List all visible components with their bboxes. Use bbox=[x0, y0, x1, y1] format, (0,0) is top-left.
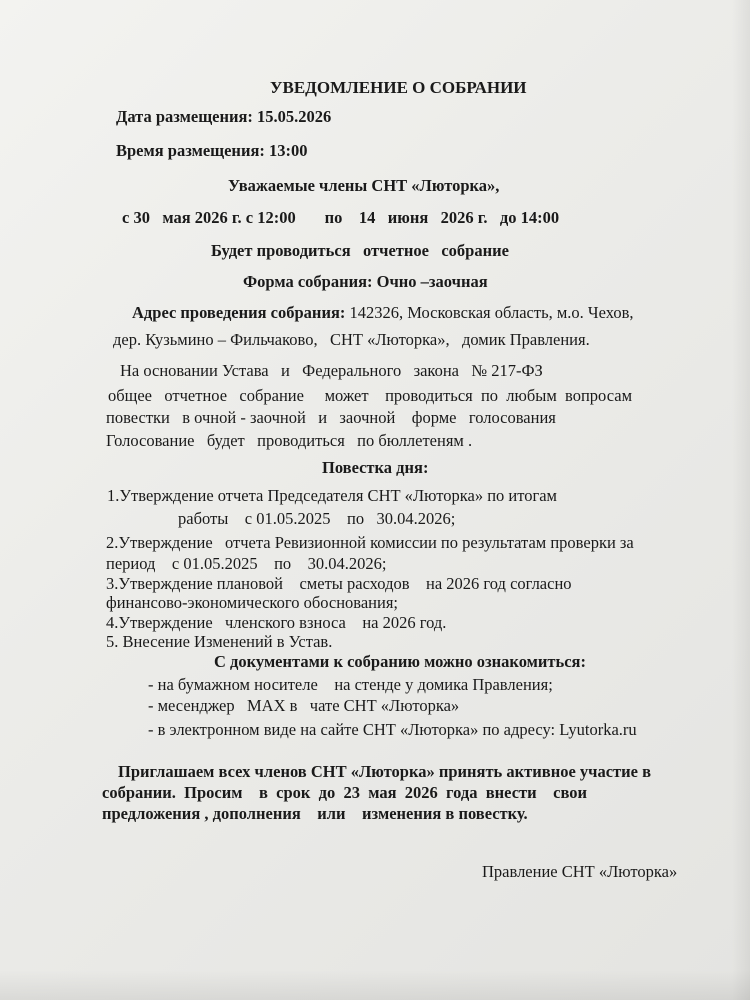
invitation-line-3: предложения , дополнения или изменения в повестку. bbox=[102, 804, 528, 823]
paper-bottom-shadow bbox=[0, 970, 750, 1000]
agenda-line-1: 1.Утверждение отчета Председателя СНТ «Люторка» по итогам bbox=[107, 486, 558, 505]
agenda-heading: Повестка дня: bbox=[322, 458, 429, 477]
basis-line-3: повестки в очной - заочной и заочной форме голосования bbox=[106, 408, 556, 427]
basis-line-1: На основании Устава и Федерального закона № 217-ФЗ bbox=[120, 361, 543, 380]
documents-item-2: - месенджер MAX в чате СНТ «Люторка» bbox=[148, 696, 460, 715]
agenda-line-4: период с 01.05.2025 по 30.04.2026; bbox=[106, 554, 387, 573]
address-line-1 bbox=[132, 303, 634, 323]
basis-line-2: общее отчетное собрание может проводиться по любым вопросам bbox=[108, 386, 633, 405]
meeting-form: Форма собрания: Очно –заочная bbox=[243, 272, 488, 291]
address-line-2: дер. Кузьмино – Фильчаково, СНТ «Люторка», домик Правления. bbox=[113, 330, 590, 349]
signature: Правление СНТ «Люторка» bbox=[482, 862, 678, 881]
agenda-line-7: 4.Утверждение членского взноса на 2026 год. bbox=[106, 613, 447, 632]
basis-line-4: Голосование будет проводиться по бюллетеням . bbox=[106, 431, 473, 450]
documents-item-3: - в электронном виде на сайте СНТ «Люторка» по адресу: Lyutorka.ru bbox=[148, 720, 637, 739]
meeting-kind: Будет проводиться отчетное собрание bbox=[211, 241, 509, 260]
agenda-line-2: работы с 01.05.2025 по 30.04.2026; bbox=[178, 509, 456, 528]
agenda-line-5: 3.Утверждение плановой сметы расходов на 2026 год согласно bbox=[106, 574, 572, 593]
invitation-line-2: собрании. Просим в срок до 23 мая 2026 года внести свои bbox=[102, 783, 588, 802]
paper-edge-shadow bbox=[732, 0, 750, 1000]
documents-item-1: - на бумажном носителе на стенде у домика Правления; bbox=[148, 675, 553, 694]
posting-date: Дата размещения: 15.05.2026 bbox=[116, 107, 332, 126]
address-value: 142326, Московская область, м.о. Чехов, bbox=[345, 303, 634, 322]
address-label: Адрес проведения собрания: bbox=[132, 303, 346, 322]
meeting-period: с 30 мая 2026 г. с 12:00 по 14 июня 2026 г. до 14:00 bbox=[122, 208, 560, 227]
agenda-line-3: 2.Утверждение отчета Ревизионной комиссии по результатам проверки за bbox=[106, 533, 634, 552]
agenda-line-6: финансово-экономического обоснования; bbox=[106, 593, 399, 612]
agenda-line-8: 5. Внесение Изменений в Устав. bbox=[106, 632, 333, 651]
document-title: УВЕДОМЛЕНИЕ О СОБРАНИИ bbox=[270, 78, 527, 97]
invitation-line-1: Приглашаем всех членов СНТ «Люторка» принять активное участие в bbox=[118, 762, 651, 781]
posting-time: Время размещения: 13:00 bbox=[116, 141, 308, 160]
documents-heading: С документами к собранию можно ознакомиться: bbox=[214, 652, 586, 671]
greeting: Уважаемые члены СНТ «Люторка», bbox=[228, 176, 500, 195]
